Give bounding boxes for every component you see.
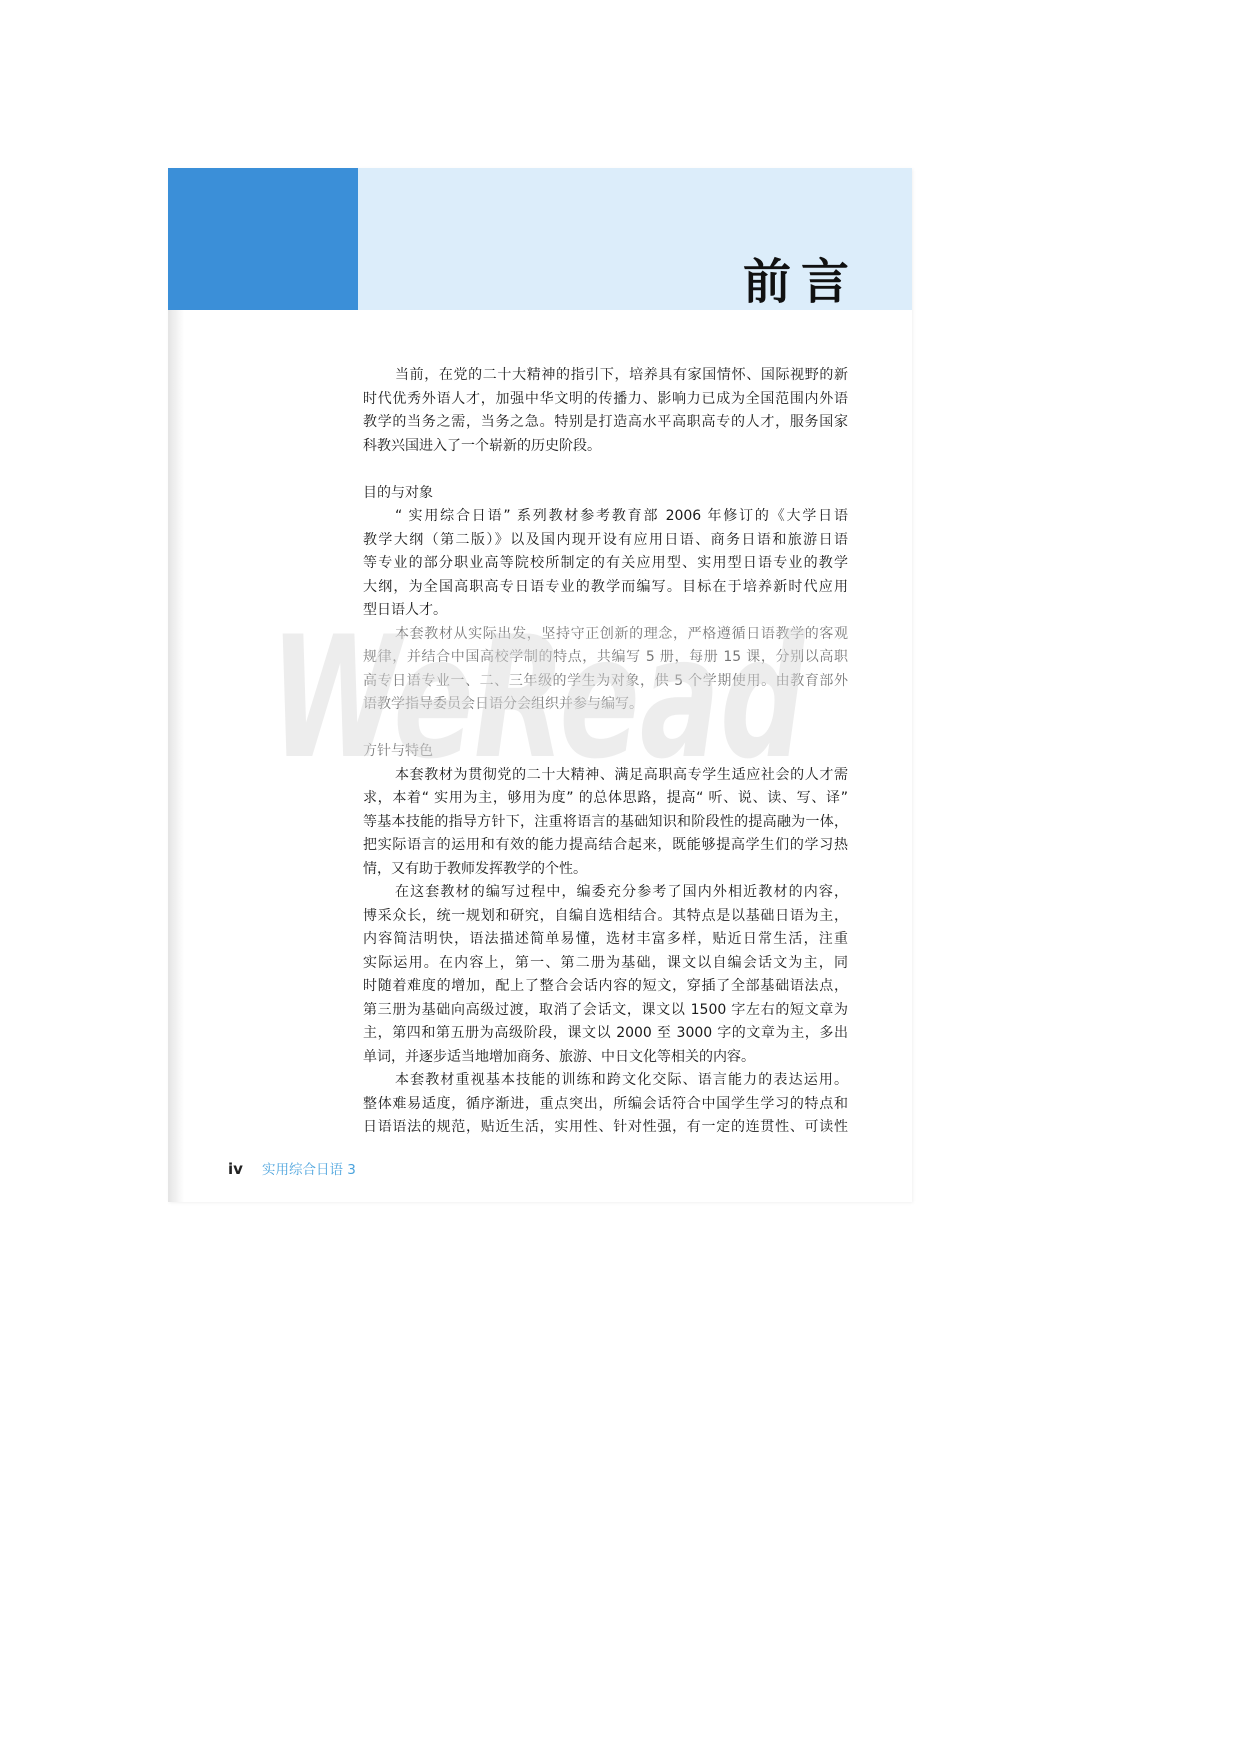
text-line: 语教学指导委员会日语分会组织并参与编写。 (363, 696, 643, 712)
text-line: 本套教材为贯彻党的二十大精神、满足高职高专学生适应社会的人才需 (395, 766, 848, 783)
preface-section (363, 364, 848, 458)
text-line: 当前，在党的二十大精神的指引下，培养具有家国情怀、国际视野的新 (395, 367, 848, 383)
text-line: 实际运用。在内容上，第一、第二册为基础，课文以自编会话文为主，同 (363, 954, 848, 971)
page-edge-shadow (168, 310, 184, 1202)
text-line: 本套教材重视基本技能的训练和跨文化交际、语言能力的表达运用。 (395, 1072, 848, 1088)
text-line: 教学的当务之需，当务之急。特别是打造高水平高职高专的人才，服务国家 (363, 414, 848, 430)
section-heading: 方针与特色 (363, 743, 433, 759)
text-line: 高专日语专业一、二、三年级的学生为对象，供 5 个学期使用。由教育部外 (363, 672, 848, 689)
paragraph (363, 505, 848, 623)
text-line: 规律，并结合中国高校学制的特点，共编写 5 册，每册 15 课，分别以高职 (363, 649, 848, 665)
text-line: 型日语人才。 (363, 602, 447, 618)
text-line: 大纲，为全国高职高专日语专业的教学而编写。目标在于培养新时代应用 (363, 578, 848, 595)
text-line: 本套教材从实际出发，坚持守正创新的理念，严格遵循日语教学的客观 (395, 625, 848, 642)
text-line: 求，本着“ 实用为主，够用为度” 的总体思路，提高“ 听、说、读、写、译” (363, 790, 848, 806)
paragraph (363, 764, 848, 882)
text-line: 日语语法的规范，贴近生活，实用性、针对性强，有一定的连贯性、可读性 (363, 1119, 848, 1135)
preface-section (363, 482, 848, 717)
preface-body (363, 364, 848, 1140)
paragraph (363, 881, 848, 1069)
paragraph (363, 1069, 848, 1140)
text-line: 主，第四和第五册为高级阶段，课文以 2000 至 3000 字的文章为主，多出 (363, 1025, 848, 1041)
text-line: 科教兴国进入了一个崭新的历史阶段。 (363, 437, 601, 454)
paragraph (363, 364, 848, 458)
text-line: 把实际语言的运用和有效的能力提高结合起来，既能够提高学生们的学习热 (363, 837, 848, 853)
text-line: 内容简洁明快，语法描述简单易懂，选材丰富多样，贴近日常生活，注重 (363, 931, 848, 947)
text-line: 第三册为基础向高级过渡，取消了会话文，课文以 1500 字左右的短文章为 (363, 1001, 848, 1018)
text-line: “ 实用综合日语” 系列教材参考教育部 2006 年修订的《大学日语 (395, 508, 848, 524)
preface-section (363, 740, 848, 1140)
section-heading: 目的与对象 (363, 484, 433, 501)
text-line: 时随着难度的增加，配上了整合会话内容的短文，穿插了全部基础语法点， (363, 978, 848, 994)
text-line: 博采众长，统一规划和研究，自编自选相结合。其特点是以基础日语为主， (363, 907, 848, 924)
text-line: 教学大纲（第二版）》以及国内现开设有应用日语、商务日语和旅游日语 (363, 531, 848, 548)
text-line: 等专业的部分职业高等院校所制定的有关应用型、实用型日语专业的教学 (363, 555, 848, 571)
page-title: 前言 (743, 254, 860, 310)
text-line: 单词，并逐步适当地增加商务、旅游、中日文化等相关的内容。 (363, 1048, 755, 1065)
text-line: 整体难易适度，循序渐进，重点突出，所编会话符合中国学生学习的特点和 (363, 1095, 848, 1112)
book-page (168, 168, 912, 1202)
text-line: 在这套教材的编写过程中，编委充分参考了国内外相近教材的内容， (395, 884, 848, 900)
text-line: 时代优秀外语人才，加强中华文明的传播力、影响力已成为全国范围内外语 (363, 390, 848, 407)
text-line: 情，又有助于教师发挥教学的个性。 (363, 860, 587, 877)
footer-book-title: 实用综合日语 3 (262, 1162, 356, 1178)
text-line: 等基本技能的指导方针下，注重将语言的基础知识和阶段性的提高融为一体， (363, 813, 848, 830)
footer-page-number: iv (228, 1160, 243, 1178)
header-accent-block (168, 168, 358, 310)
paragraph (363, 623, 848, 717)
watermark-text: WeRead (270, 620, 807, 763)
